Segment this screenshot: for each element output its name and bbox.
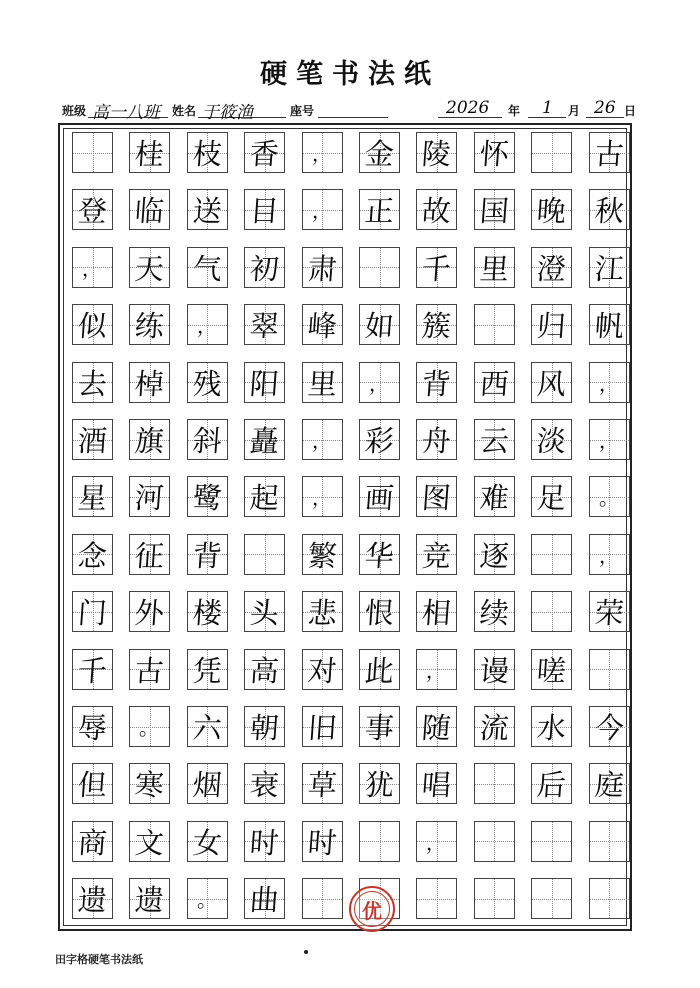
center-dot (304, 950, 308, 954)
handwritten-character: 正 (363, 194, 396, 229)
seal-text: 优 (354, 891, 390, 927)
grid-cell (72, 649, 113, 690)
handwritten-character: 烟 (191, 768, 223, 803)
handwritten-character: 时 (306, 825, 338, 860)
punctuation-mark: ， (598, 371, 620, 396)
grid-cell (187, 304, 228, 345)
handwritten-character: 初 (248, 251, 281, 286)
grid-cell (531, 132, 572, 173)
handwritten-character: 归 (535, 309, 568, 344)
grid-cell (129, 132, 170, 173)
grid-cell (416, 706, 457, 747)
grid-cell (474, 419, 515, 460)
grid-cell (72, 763, 113, 804)
handwritten-character: 舟 (421, 424, 453, 458)
handwritten-character: 酒 (76, 424, 109, 458)
handwritten-character: 草 (306, 768, 338, 803)
grid-cell (187, 132, 228, 173)
grid-cell (187, 706, 228, 747)
handwritten-character: 彩 (363, 424, 396, 458)
handwritten-character: 相 (421, 596, 453, 631)
grid-cell (416, 591, 457, 632)
handwritten-character: 晚 (535, 194, 568, 229)
grid-cell (359, 649, 400, 690)
grid-cell (474, 362, 515, 403)
handwritten-character: 商 (76, 825, 109, 860)
grid-cell (416, 362, 457, 403)
handwritten-character: 天 (134, 251, 166, 286)
grid-cell (589, 649, 630, 690)
grid-cell (589, 189, 630, 230)
punctuation-mark: ， (311, 486, 333, 511)
grid-cell (474, 476, 515, 517)
grid-cell (302, 189, 343, 230)
handwritten-character: 繁 (306, 538, 338, 573)
grid-cell (129, 706, 170, 747)
grid-cell (72, 591, 113, 632)
grid-cell (187, 419, 228, 460)
grid-cell (302, 706, 343, 747)
handwritten-character: 犹 (363, 768, 396, 803)
grid-cell (244, 304, 285, 345)
grid-cell (187, 476, 228, 517)
handwritten-character: 唱 (421, 768, 453, 803)
grid-cell (474, 649, 515, 690)
handwritten-character: 目 (248, 194, 281, 229)
handwritten-character: 六 (191, 711, 223, 745)
grid-cell (531, 821, 572, 862)
class-label: 班级 (62, 104, 87, 118)
grid-cell (187, 821, 228, 862)
grid-cell (72, 534, 113, 575)
grid-cell (589, 534, 630, 575)
handwritten-character: 如 (363, 309, 396, 344)
handwritten-character: 千 (76, 653, 109, 688)
grid-cell (129, 821, 170, 862)
handwritten-character: 后 (535, 768, 568, 803)
grid-cell (359, 476, 400, 517)
handwritten-character: 朝 (248, 711, 281, 745)
grid-cell (416, 304, 457, 345)
grid-cell (302, 247, 343, 288)
handwritten-character: 文 (134, 825, 166, 860)
grid-cell (589, 132, 630, 173)
grid-cell (302, 763, 343, 804)
grid-cell (244, 419, 285, 460)
grid-cell (359, 132, 400, 173)
handwritten-character: 古 (134, 653, 166, 688)
grid-cell (244, 878, 285, 919)
handwritten-character: 金 (363, 137, 396, 171)
handwritten-character: 临 (134, 194, 166, 229)
handwritten-character: 里 (478, 251, 510, 286)
grid-cell (589, 706, 630, 747)
grid-cell (531, 247, 572, 288)
handwritten-character: 斜 (191, 424, 223, 458)
punctuation-mark: 。 (196, 888, 219, 913)
day-label: 日 (624, 104, 637, 118)
grid-cell (129, 476, 170, 517)
handwritten-character: 怀 (478, 137, 510, 171)
seat-underline (318, 117, 388, 118)
grid-cell (302, 419, 343, 460)
page-title: 硬笔书法纸 (260, 59, 440, 90)
grid-cell (589, 362, 630, 403)
grid-cell (359, 534, 400, 575)
handwritten-character: 难 (478, 481, 510, 516)
handwritten-character: 头 (248, 596, 281, 631)
grid-cell (531, 534, 572, 575)
handwritten-character: 竞 (421, 538, 453, 573)
handwritten-character: 练 (134, 309, 166, 344)
grid-cell (302, 304, 343, 345)
grid-cell (474, 534, 515, 575)
grid-cell (416, 878, 457, 919)
day-value[interactable]: 26 (594, 98, 616, 118)
grid-cell (531, 878, 572, 919)
grid-cell (474, 821, 515, 862)
grid-cell (129, 763, 170, 804)
handwritten-character: 荣 (593, 596, 625, 631)
handwritten-character: 楼 (191, 596, 223, 631)
grid-cell (359, 189, 400, 230)
handwritten-character: 秋 (593, 194, 625, 229)
punctuation-mark: ， (311, 199, 333, 224)
handwritten-character: 时 (248, 825, 281, 860)
grid-cell (187, 534, 228, 575)
grid-cell (244, 189, 285, 230)
handwritten-character: 国 (478, 194, 510, 229)
handwritten-character: 淡 (535, 424, 568, 458)
grid-cell (72, 247, 113, 288)
grid-cell (416, 534, 457, 575)
grid-cell (416, 189, 457, 230)
year-value[interactable]: 2026 (446, 98, 490, 118)
handwritten-character: 棹 (134, 366, 166, 401)
handwritten-character: 澄 (535, 251, 568, 286)
grid-cell (531, 763, 572, 804)
month-value[interactable]: 1 (542, 98, 553, 118)
handwritten-character: 阳 (248, 366, 281, 401)
grid-cell (474, 304, 515, 345)
handwritten-character: 矗 (248, 424, 281, 458)
handwritten-character: 但 (76, 768, 109, 803)
handwritten-character: 外 (134, 596, 166, 631)
handwritten-character: 古 (593, 137, 625, 171)
info-line (62, 98, 637, 124)
handwritten-character: 星 (76, 481, 109, 516)
grid-cell (474, 247, 515, 288)
handwritten-character: 水 (535, 711, 568, 745)
year-label: 年 (508, 104, 521, 118)
handwritten-character: 寒 (134, 768, 166, 803)
grid-cell (359, 304, 400, 345)
punctuation-mark: ， (598, 429, 620, 453)
handwritten-character: 高 (248, 653, 281, 688)
handwritten-character: 华 (363, 538, 396, 573)
handwritten-character: 峰 (306, 309, 338, 344)
handwritten-character: 桂 (134, 137, 166, 171)
excellent-seal (349, 886, 395, 932)
handwritten-character: 残 (191, 366, 223, 401)
grid-cell (302, 362, 343, 403)
punctuation-mark: ， (368, 371, 391, 396)
grid-cell (244, 132, 285, 173)
handwritten-character: 随 (421, 711, 453, 745)
grid-cell (187, 189, 228, 230)
grid-cell (302, 476, 343, 517)
grid-cell (589, 247, 630, 288)
grid-cell (244, 476, 285, 517)
grid-cell (244, 649, 285, 690)
name-label: 姓名 (172, 104, 197, 118)
handwritten-character: 凭 (191, 653, 223, 688)
class-value[interactable]: 高一八班 (92, 103, 160, 123)
grid-cell (244, 821, 285, 862)
punctuation-mark: ， (81, 256, 104, 281)
grid-cell (244, 763, 285, 804)
handwritten-character: 簇 (421, 309, 453, 344)
grid-cell (416, 649, 457, 690)
footer-label: 田字格硬笔书法纸 (55, 953, 143, 966)
handwritten-character: 画 (363, 481, 396, 516)
grid-cell (359, 821, 400, 862)
grid-cell (129, 247, 170, 288)
grid-cell (244, 247, 285, 288)
handwritten-character: 旧 (306, 711, 338, 745)
handwritten-character: 翠 (248, 309, 281, 344)
handwritten-character: 女 (191, 825, 223, 860)
handwritten-character: 枝 (191, 137, 223, 171)
handwritten-character: 帆 (593, 309, 625, 344)
grid-cell (416, 132, 457, 173)
handwritten-character: 对 (306, 653, 338, 688)
handwritten-character: 登 (76, 194, 109, 229)
handwritten-character: 陵 (421, 137, 453, 171)
grid-cell (72, 821, 113, 862)
grid-cell (187, 247, 228, 288)
grid-cell (302, 649, 343, 690)
grid-cell (244, 706, 285, 747)
handwritten-character: 背 (191, 538, 223, 573)
seat-label: 座号 (290, 104, 315, 118)
handwritten-character: 征 (134, 538, 166, 573)
punctuation-mark: ， (196, 314, 219, 339)
handwritten-character: 云 (478, 424, 510, 458)
grid-cell (129, 534, 170, 575)
handwritten-character: 肃 (306, 251, 338, 286)
handwritten-character: 图 (421, 481, 453, 516)
grid-cell (589, 878, 630, 919)
grid-cell (359, 362, 400, 403)
grid-cell (474, 132, 515, 173)
handwritten-character: 风 (535, 366, 568, 401)
grid-cell (72, 419, 113, 460)
handwritten-character: 起 (248, 481, 281, 516)
grid-cell (72, 304, 113, 345)
grid-cell (302, 132, 343, 173)
grid-cell (474, 591, 515, 632)
grid-cell (531, 419, 572, 460)
handwritten-character: 香 (248, 137, 281, 171)
grid-cell (129, 591, 170, 632)
grid-cell (187, 763, 228, 804)
grid-cell (589, 419, 630, 460)
handwritten-character: 送 (191, 194, 223, 229)
grid-cell (531, 476, 572, 517)
grid-cell (72, 476, 113, 517)
handwritten-character: 故 (421, 194, 453, 229)
handwritten-character: 恨 (363, 596, 396, 631)
grid-cell (129, 304, 170, 345)
grid-cell (187, 362, 228, 403)
handwritten-character: 门 (76, 596, 109, 631)
name-value[interactable]: 于筱渔 (202, 103, 253, 123)
grid-cell (72, 362, 113, 403)
grid-cell (72, 878, 113, 919)
handwritten-character: 流 (478, 711, 510, 745)
grid-cell (129, 649, 170, 690)
grid-cell (416, 821, 457, 862)
grid-cell (531, 649, 572, 690)
grid-cell (589, 821, 630, 862)
grid-cell (359, 247, 400, 288)
grid-cell (359, 706, 400, 747)
handwritten-character: 气 (191, 251, 223, 286)
punctuation-mark: ， (311, 142, 333, 166)
grid-cell (589, 304, 630, 345)
handwritten-character: 河 (134, 481, 166, 516)
grid-cell (187, 591, 228, 632)
handwritten-character: 悲 (306, 596, 338, 631)
grid-cell (244, 591, 285, 632)
grid-cell (416, 476, 457, 517)
handwritten-character: 事 (363, 711, 396, 745)
grid-cell (531, 362, 572, 403)
handwritten-character: 足 (535, 481, 568, 516)
grid-cell (474, 763, 515, 804)
punctuation-mark: ， (598, 543, 620, 568)
handwritten-character: 西 (478, 366, 510, 401)
grid-cell (589, 476, 630, 517)
grid-cell (416, 247, 457, 288)
handwritten-character: 辱 (76, 711, 109, 745)
handwritten-character: 曲 (248, 883, 281, 918)
grid-cell (531, 189, 572, 230)
grid-cell (474, 878, 515, 919)
grid-cell (474, 189, 515, 230)
handwritten-character: 似 (76, 309, 109, 344)
handwritten-character: 念 (76, 538, 109, 573)
punctuation-mark: ， (425, 658, 448, 683)
handwritten-character: 江 (593, 251, 625, 286)
grid-cell (531, 304, 572, 345)
grid-cell (72, 189, 113, 230)
grid-cell (129, 419, 170, 460)
grid-cell (359, 419, 400, 460)
handwritten-character: 去 (76, 366, 109, 401)
grid-cell (416, 763, 457, 804)
grid-cell (72, 706, 113, 747)
handwritten-character: 遗 (76, 883, 109, 918)
grid-cell (302, 591, 343, 632)
grid-cell (531, 591, 572, 632)
handwritten-character: 续 (478, 596, 510, 631)
handwritten-character: 嗟 (535, 653, 568, 688)
grid-cell (129, 189, 170, 230)
handwritten-character: 此 (363, 653, 396, 688)
handwritten-character: 今 (593, 711, 625, 745)
handwritten-character: 旗 (134, 424, 166, 458)
handwritten-character: 衰 (248, 768, 281, 803)
grid-cell (359, 591, 400, 632)
grid-cell (129, 362, 170, 403)
grid-cell (474, 706, 515, 747)
handwritten-character: 里 (306, 366, 338, 401)
grid-cell (302, 534, 343, 575)
handwritten-character: 鹭 (191, 481, 223, 516)
grid-cell (244, 534, 285, 575)
grid-cell (244, 362, 285, 403)
punctuation-mark: 。 (598, 486, 620, 511)
grid-cell (589, 763, 630, 804)
grid-cell (302, 821, 343, 862)
handwritten-character: 谩 (478, 653, 510, 688)
handwritten-character: 庭 (593, 768, 625, 803)
punctuation-mark: ， (425, 830, 448, 855)
grid-cell (187, 649, 228, 690)
grid-cell (302, 878, 343, 919)
grid-cell (129, 878, 170, 919)
handwritten-character: 背 (421, 366, 453, 401)
grid-cell (359, 763, 400, 804)
handwritten-character: 遗 (134, 883, 166, 918)
grid-cell (416, 419, 457, 460)
handwritten-character: 千 (421, 251, 453, 286)
handwritten-character: 逐 (478, 538, 510, 573)
grid-cell (589, 591, 630, 632)
punctuation-mark: ， (311, 429, 333, 453)
grid-cell (72, 132, 113, 173)
month-label: 月 (568, 104, 581, 118)
grid-cell (187, 878, 228, 919)
punctuation-mark: 。 (138, 716, 161, 740)
grid-cell (531, 706, 572, 747)
